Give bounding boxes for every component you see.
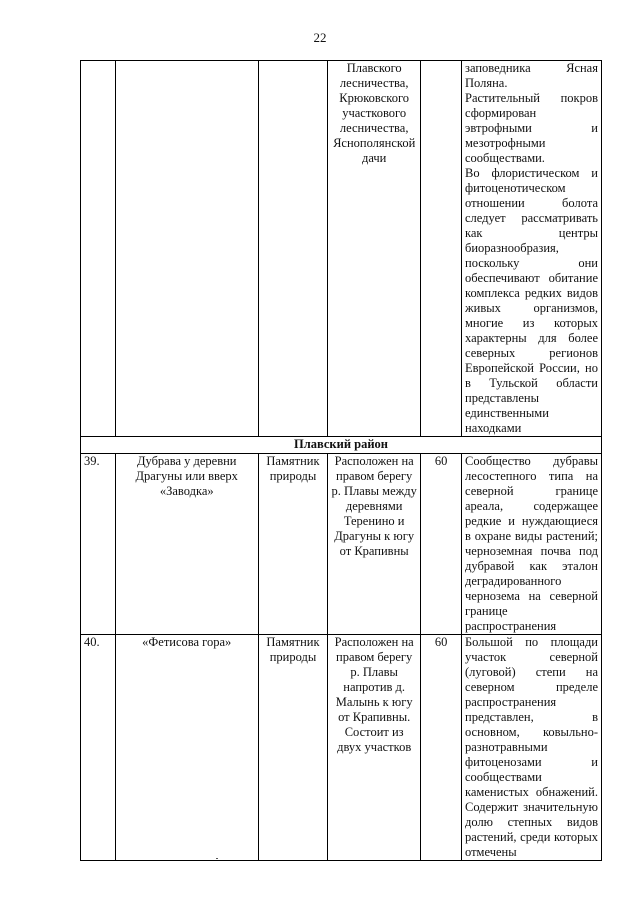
description-paragraph: Растительный покров сформирован эвтрофными и мезотрофными сообществами. [465,91,598,165]
cell-category [258,61,327,437]
row-category: Памятник природы [258,635,327,861]
row-name: Дубрава у деревни Драгуны или вверх «Заводка» [115,454,258,635]
cell-area [421,61,462,437]
row-location: Расположен на правом берегу р. Плавы напротив д. Малынь к югу от Крапивны. Состоит из двух участков [328,635,421,861]
description-paragraph: Во флористическом и фитоценотическом отношении болота следует рассматривать как центры биоразнообразия, поскольку они обеспечивают обитание комплекса редких видов живых организмов, многие из которых характерны для более северных регионов Европейской России, но в Тульской области представлены единственными находками [465,166,598,435]
page-number: 22 [313,30,327,45]
cell-number [81,61,116,437]
section-header-row [81,437,602,454]
table-row [81,454,602,635]
continuation-row [81,61,602,437]
row-category: Памятник природы [258,454,327,635]
row-area: 60 [421,635,462,861]
protected-areas-table [80,60,602,861]
cell-location: Плавского лесничества, Крюковского участкового лесничества, Яснополянской дачи [328,61,421,437]
row-number: 39. [81,454,116,635]
description-paragraph: заповедника Ясная Поляна. [465,61,598,90]
row-name: «Фетисова гора» [115,635,258,861]
row-number: 40. [81,635,116,861]
scan-speck [216,858,218,859]
table-row [81,635,602,861]
row-description: Большой по площади участок северной (луговой) степи на северном пределе распространения представлен, в основном, ковыльно-разнотравными фитоценозами и сообществами каменистых обнажений. Содержит значительную долю степных видов растений, среди которых отмечены [462,635,602,861]
section-header: Плавский район [81,437,602,454]
row-description: Сообщество дубравы лесостепного типа на северной границе ареала, содержащее редкие и нуждающиеся в охране виды растений; черноземная почва под дубравой как эталон деградированного чернозема на северной границе распространения [462,454,602,635]
cell-description [462,61,602,437]
cell-name [115,61,258,437]
row-location: Расположен на правом берегу р. Плавы между деревнями Теренино и Драгуны к югу от Крапивны [328,454,421,635]
row-area: 60 [421,454,462,635]
